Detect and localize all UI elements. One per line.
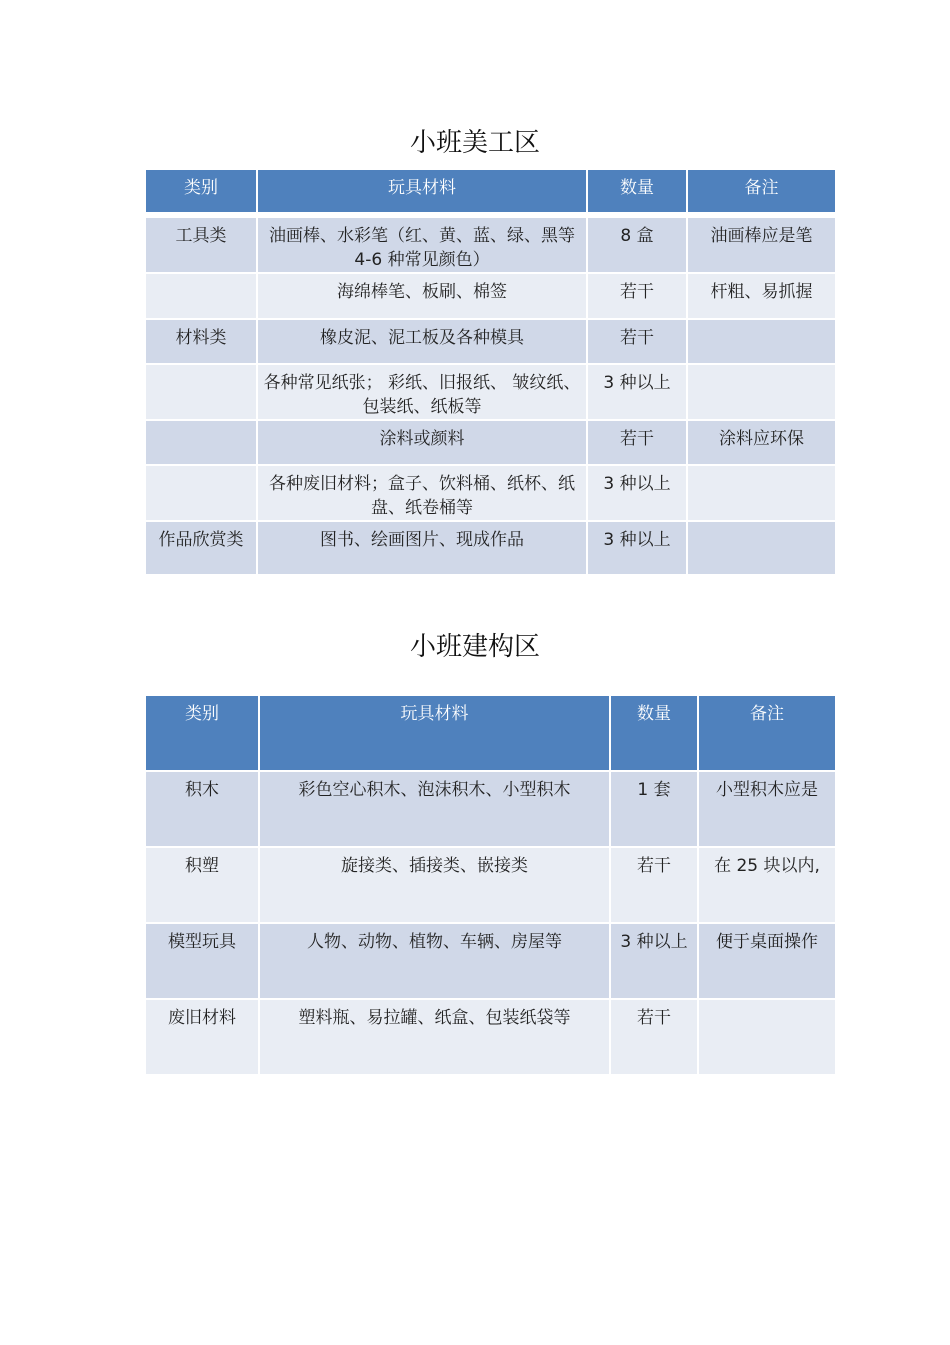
- table-row: [145, 319, 836, 364]
- table-row: [145, 771, 836, 847]
- cell-category: [145, 420, 257, 465]
- table-row: [145, 217, 836, 273]
- cell-notes: 涂料应环保: [687, 420, 836, 465]
- cell-category: 积塑: [145, 847, 259, 923]
- header-materials: 玩具材料: [259, 695, 610, 771]
- cell-category: [145, 273, 257, 319]
- cell-notes: [687, 521, 836, 575]
- cell-category: 模型玩具: [145, 923, 259, 999]
- cell-materials: 人物、动物、植物、车辆、房屋等: [259, 923, 610, 999]
- cell-notes: 在 25 块以内,: [698, 847, 836, 923]
- cell-quantity: 8 盒: [587, 217, 687, 273]
- table-row: [145, 465, 836, 521]
- cell-notes: 便于桌面操作: [698, 923, 836, 999]
- cell-quantity: 若干: [587, 319, 687, 364]
- cell-materials: 各种废旧材料；盒子、饮料桶、纸杯、纸盘、纸卷桶等: [257, 465, 587, 521]
- table-title-construction-area: 小班建构区: [409, 632, 540, 662]
- cell-quantity: 若干: [610, 999, 698, 1075]
- header-quantity: 数量: [587, 169, 687, 213]
- cell-category: 材料类: [145, 319, 257, 364]
- table-row: [145, 364, 836, 420]
- cell-notes: [687, 465, 836, 521]
- cell-materials: 旋接类、插接类、嵌接类: [259, 847, 610, 923]
- header-notes: 备注: [687, 169, 836, 213]
- cell-quantity: 3 种以上: [587, 364, 687, 420]
- cell-category: [145, 364, 257, 420]
- header-notes: 备注: [698, 695, 836, 771]
- cell-materials: 海绵棒笔、板刷、棉签: [257, 273, 587, 319]
- art-area-table: [144, 168, 837, 576]
- cell-quantity: 3 种以上: [587, 465, 687, 521]
- cell-category: 积木: [145, 771, 259, 847]
- cell-notes: [698, 999, 836, 1075]
- header-category: 类别: [145, 169, 257, 213]
- cell-notes: 小型积木应是: [698, 771, 836, 847]
- header-quantity: 数量: [610, 695, 698, 771]
- cell-category: 废旧材料: [145, 999, 259, 1075]
- table-title-art-area: 小班美工区: [409, 128, 540, 158]
- table-row: [145, 999, 836, 1075]
- cell-quantity: 3 种以上: [610, 923, 698, 999]
- cell-notes: 杆粗、易抓握: [687, 273, 836, 319]
- cell-notes: 油画棒应是笔: [687, 217, 836, 273]
- cell-materials: 图书、绘画图片、现成作品: [257, 521, 587, 575]
- cell-quantity: 若干: [587, 273, 687, 319]
- cell-notes: [687, 319, 836, 364]
- cell-materials: 油画棒、水彩笔（红、黄、蓝、绿、黑等 4-6 种常见颜色）: [257, 217, 587, 273]
- cell-quantity: 1 套: [610, 771, 698, 847]
- cell-materials: 各种常见纸张； 彩纸、旧报纸、 皱纹纸、包装纸、纸板等: [257, 364, 587, 420]
- cell-materials: 彩色空心积木、泡沫积木、小型积木: [259, 771, 610, 847]
- table-row: [145, 420, 836, 465]
- table-row: [145, 273, 836, 319]
- construction-area-table: [144, 694, 837, 1076]
- cell-materials: 塑料瓶、易拉罐、纸盒、包装纸袋等: [259, 999, 610, 1075]
- cell-materials: 橡皮泥、泥工板及各种模具: [257, 319, 587, 364]
- cell-quantity: 若干: [610, 847, 698, 923]
- cell-materials: 涂料或颜料: [257, 420, 587, 465]
- cell-category: 作品欣赏类: [145, 521, 257, 575]
- table-row: [145, 923, 836, 999]
- cell-category: [145, 465, 257, 521]
- header-materials: 玩具材料: [257, 169, 587, 213]
- cell-quantity: 若干: [587, 420, 687, 465]
- cell-category: 工具类: [145, 217, 257, 273]
- cell-quantity: 3 种以上: [587, 521, 687, 575]
- table-row: [145, 847, 836, 923]
- header-category: 类别: [145, 695, 259, 771]
- cell-notes: [687, 364, 836, 420]
- table-row: [145, 521, 836, 575]
